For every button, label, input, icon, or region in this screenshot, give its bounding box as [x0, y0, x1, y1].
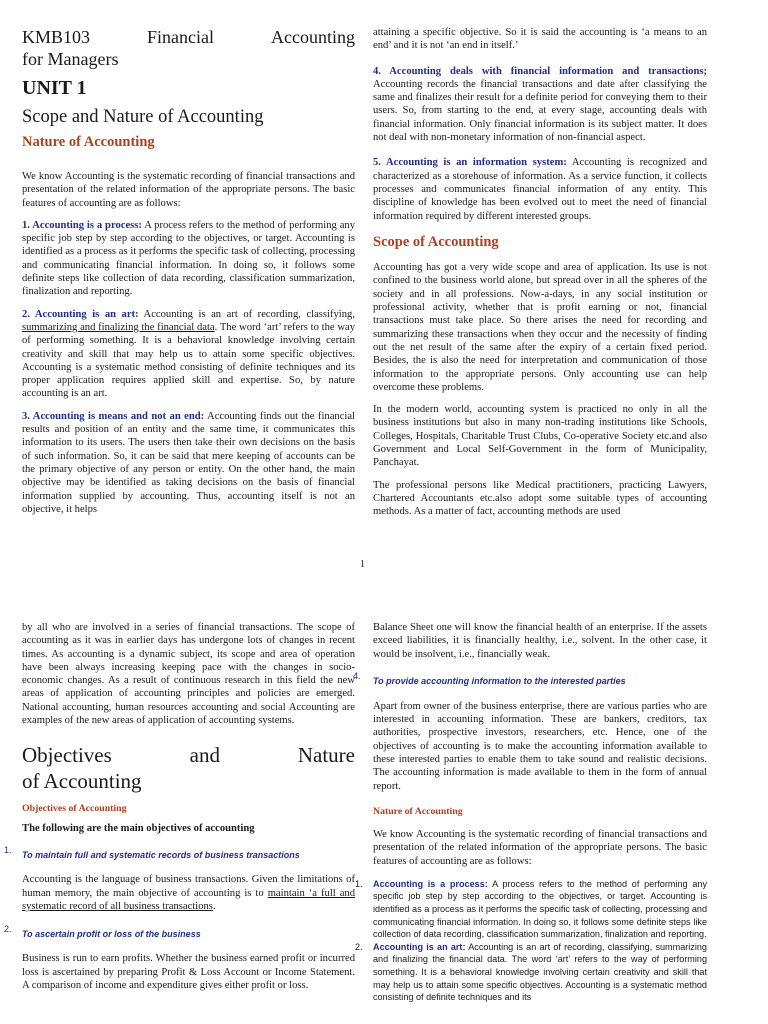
page1-left-column [22, 170, 355, 516]
page2-left-column [4, 621, 355, 992]
scope-paragraph-3: The professional persons like Medical practitioners, practicing Lawyers, Chartered Accountants etc.also adopt some suitable types of accounting methods. As a matter of fact, accounting methods are used [373, 479, 707, 518]
nature-intro: We know Accounting is the systematic recording of financial transactions and presentation of the related information of the appropriate persons. The basic features of accounting are as follows: [22, 171, 355, 209]
nature-heading-2: Nature of Accounting [373, 805, 463, 817]
unit-heading: UNIT 1 [22, 77, 87, 99]
feature-art: 2. Accounting is an art: Accounting is an art of recording, classifying, summarizing and finalizing the financial data. The word ‘art’ refers to the way of performing something. It is a behavioral knowledge involving certain creativity and skill that may help us to attain some specific objectives. Accounting is a systematic method consisting of definite techniques and its proper application requires applied skill and expertise. So, by nature accounting is an art. [22, 308, 355, 400]
objective-item-2: 2. To ascertain profit or loss of the business [4, 924, 201, 940]
objectives-title-line-2: of Accounting [22, 769, 142, 794]
main-objectives-lead: The following are the main objectives of accounting [22, 823, 255, 835]
nature-heading: Nature of Accounting [22, 134, 155, 150]
objective-1-text: Accounting is the language of business transactions. Given the limitations of human memory, the main objective of accounting is to maintain ‘a full and systematic record of all business transactions. [22, 874, 355, 912]
page1-right-column [373, 26, 707, 519]
page-number: 1 [360, 559, 365, 570]
nature-feature-1: 1. Accounting is a process: A process refers to the method of performing any specific job step by step according to the objectives, or target. Accounting is identified as a process as it performs the specific task of collecting, processing and communicating financial information. In doing so, it follows some definite steps like collection of data recording, classification summarization, finalization and reporting. [355, 878, 708, 940]
objective-item-1: 1. To maintain full and systematic records of business transactions [4, 845, 300, 861]
course-title-line-2: for Managers [22, 49, 119, 69]
nature-feature-2: 2. Accounting is an art: Accounting is an art of recording, classifying, summarizing and finalizing the financial data. The word ‘art’ refers to the way of performing something. It is a behavioral knowledge involving certain creativity and skill that may help us to attain some specific objectives. Accounting is a systematic method consisting of definite techniques and its [355, 941, 707, 1003]
scope-nature-title: Scope and Nature of Accounting [22, 107, 264, 127]
course-title-line-1: KMB103 Financial Accounting [22, 27, 355, 47]
scope-paragraph-2: In the modern world, accounting system is practiced no only in all the business institutions but also in many non-trading institutions like Schools, Colleges, Hospitals, Charitable Trust Clubs, Co-operative Society etc.and also Government and Local Self-Government in the form of Municipality, Panchayat. [373, 404, 707, 469]
feature-means: 3. Accounting is means and not an end: Accounting finds out the financial results and position of an entity and the same time, it communicates this information to its users. The users then take their own decisions on the basis of such information. So, it can be said that mere keeping of accounts can be the primary objective of any person or entity. On the other hand, the main objective may be identified as taking decisions on the basis of financial information supplied by accounting. Thus, accounting itself is not an objective, it helps [22, 410, 355, 515]
page2-right-column [353, 621, 708, 1004]
feature-financial-info: 4. Accounting deals with financial information and transactions; Accounting records the financial transactions and date after classifying the same and finalizes their result for a definite period for conveying them to their users. So, from starting to the end, at every stage, accounting deals with financial information. Only financial information is its subject matter. It does not deal with non-monetary information of non-financial aspect. [373, 65, 707, 144]
objective-2-text: Business is run to earn profits. Whether the business earned profit or incurred loss is ascertained by preparing Profit & Loss Account or Income Statement. A comparison of income and expenditure gives either profit or loss. [22, 953, 355, 991]
objectives-heading: Objectives of Accounting [22, 803, 127, 815]
document-header [22, 26, 355, 151]
means-continued: attaining a specific objective. So it is said the accounting is ‘a means to an end’ and it is not ‘an end in itself.’ [373, 27, 707, 52]
feature-information-system: 5. Accounting is an information system: Accounting is recognized and characterized as a storehouse of information. As a service function, it collects processes and communicates financial information of any entity. This discipline of knowledge has been evolved out to meet the need of financial information required by different interested groups. [373, 157, 708, 222]
scope-heading: Scope of Accounting [373, 233, 499, 250]
feature-process: 1. Accounting is a process: A process refers to the method of performing any specific job step by step according to the objectives, or target. Accounting is identified as a process as it performs the specific task of collecting, processing and communicating financial information. In doing so, it follows some definite steps like collection of data recording, classification summarization, finalization and reporting. [22, 219, 355, 298]
scope-continued: by all who are involved in a series of financial transactions. The scope of accounting as it was in earlier days has undergone lots of changes in recent times. As accounting is a dynamic subject, its scope and area of operation have been always increasing keeping pace with the changes in socio-economic changes. As a result of continuous research in this field the new areas of application of accounting principles and policies are emerged. National accounting, human resources accounting and social Accounting are examples of the new areas of application of accounting systems. [22, 622, 355, 727]
scope-paragraph-1: Accounting has got a very wide scope and area of application. Its use is not confined to the business world alone, but spread over in all the spheres of the society and in all professions. Now-a-days, in any social institution or professional activity, whether that is profit earning or not, financial transactions must take place. So there arises the need for recording and summarizing these transactions when they occur and the necessity of finding out the net result of the same after the expiry of a certain fixed period. Besides, the is also the need for interpretation and communication of those information to the appropriate persons. Only accounting use can help overcome these problems. [373, 262, 707, 393]
objective-4-text: Apart from owner of the business enterprise, there are various parties who are interested in accounting information. These are bankers, creditors, tax authorities, prospective investors, researchers, etc. Hence, one of the objectives of accounting is to make the accounting information available to these interested parties to enable them to take sound and realistic decisions. The accounting information is made available to them in the form of annual report. [373, 700, 707, 792]
nature-intro-2: We know Accounting is the systematic recording of financial transactions and presentation of the related information of the appropriate persons. The basic features of accounting are as follows: [373, 828, 707, 867]
objective-item-4: 4. To provide accounting information to the interested parties [353, 670, 626, 686]
objectives-title-line-1: Objectives and Nature [22, 743, 355, 768]
balance-sheet-continued: Balance Sheet one will know the financial health of an enterprise. If the assets exceed liabilities, it is financially healthy, i.e., solvent. In the other case, it would be insolvent, i.e., financially weak. [373, 622, 707, 660]
